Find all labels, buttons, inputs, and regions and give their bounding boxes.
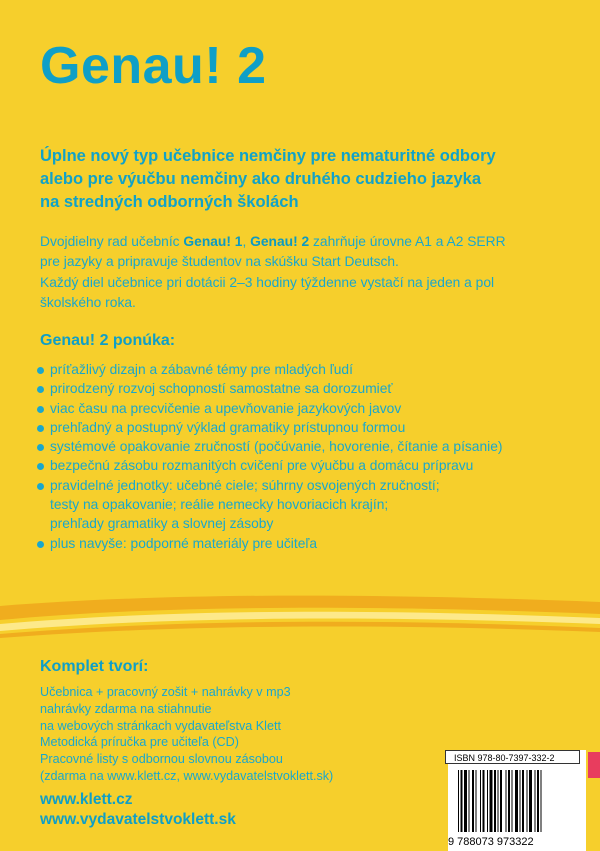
feature-list [36, 360, 586, 553]
isbn-label: ISBN 978-80-7397-332-2 [445, 750, 580, 764]
kit-item: Učebnica + pracovný zošit + nahrávky v mp3 [40, 685, 291, 699]
kit-item: Pracovné listy s odbornou slovnou zásobou [40, 752, 283, 767]
series-name-2: Genau! 2 [250, 234, 310, 249]
intro-text: zahrňuje úrovne A1 a A2 SERR [309, 234, 506, 249]
feature-item: prehľadný a postupný výklad gramatiky prístupnou formou [36, 418, 586, 437]
feature-item: bezpečnú zásobu rozmanitých cvičení pre výučbu a domácu prípravu [36, 456, 586, 475]
series-name-1: Genau! 1 [183, 234, 243, 249]
klett-cz-link[interactable]: www.klett.cz [40, 791, 133, 808]
intro-paragraph [40, 232, 585, 313]
url-list [40, 790, 236, 830]
intro-line: Každý diel učebnice pri dotácii 2–3 hodiny týždenne vystačí na jeden a pol [40, 274, 495, 290]
intro-line [40, 232, 585, 252]
intro-line: pre jazyky a pripravuje študentov na skúšku Start Deutsch. [40, 254, 399, 270]
decorative-stripes [0, 588, 600, 648]
vydavatelstvoklett-sk-link[interactable]: www.vydavatelstvoklett.sk [40, 811, 236, 828]
kit-list [40, 684, 440, 785]
feature-item: pravidelné jednotky: učebné ciele; súhrny osvojených zručností; testy na opakovanie; reálie nemecky hovoriacich krajín; prehľady gramatiky a slovnej zásoby [36, 476, 586, 534]
feature-item: príťažlivý dizajn a zábavné témy pre mladých ľudí [36, 360, 586, 379]
subheading [40, 145, 580, 214]
kit-item: (zdarma na www.klett.cz, www.vydavatelstvoklett.sk) [40, 768, 334, 783]
intro-separator: , [242, 234, 251, 249]
subheading-line: na stredných odborných školách [40, 193, 299, 211]
subheading-line: Úplne nový typ učebnice nemčiny pre nematuritné odbory [40, 147, 496, 165]
book-title: Genau! 2 [40, 37, 267, 95]
intro-text: Dvojdielny rad učebníc [40, 234, 184, 249]
kit-item: na webových stránkach vydavateľstva Klett [40, 718, 281, 733]
feature-item: prirodzený rozvoj schopností samostatne sa dorozumieť [36, 379, 586, 398]
subheading-line: alebo pre výučbu nemčiny ako druhého cudzieho jazyka [40, 170, 482, 188]
kit-item: Metodická príručka pre učiteľa (CD) [40, 735, 239, 750]
intro-line: školského roka. [40, 294, 136, 310]
feature-item: plus navyše: podporné materiály pre učiteľa [36, 534, 586, 553]
kit-item: nahrávky zdarma na stiahnutie [40, 701, 212, 716]
kit-heading: Komplet tvorí: [40, 658, 149, 675]
feature-item: viac času na precvičenie a upevňovanie jazykových javov [36, 399, 586, 418]
pink-tab [588, 752, 600, 778]
feature-item: systémové opakovanie zručností (počúvanie, hovorenie, čítanie a písanie) [36, 437, 586, 456]
barcode-digits: 9 788073 973322 [448, 836, 534, 848]
offer-heading: Genau! 2 ponúka: [40, 332, 176, 349]
